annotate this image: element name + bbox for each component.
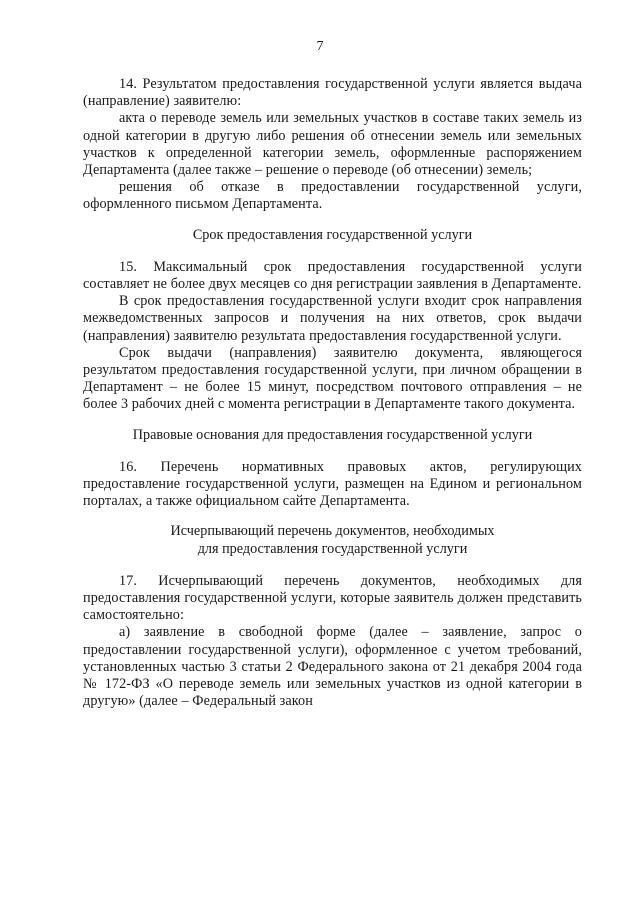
paragraph-15-issue-term: Срок выдачи (направления) заявителю документа, являющегося результатом предоставления государственной услуги, при личном обращении в Департамент – не более 15 минут, посредством почтового отправления – не более 3 рабочих дней с момента регистрации в Департаменте такого документа. xyxy=(83,344,582,413)
page-content xyxy=(83,76,582,711)
heading-required-documents xyxy=(83,523,582,557)
paragraph-16-legal-acts: 16. Перечень нормативных правовых актов, регулирующих предоставление государственной услуги, размещен на Едином и региональном порталах, а также официальном сайте Департамента. xyxy=(83,458,582,510)
heading-legal-basis: Правовые основания для предоставления государственной услуги xyxy=(132,426,533,443)
paragraph-15-includes: В срок предоставления государственной услуги входит срок направления межведомственных запросов и получения на них ответов, срок выдачи (направления) заявителю результата предоставления государственной услуги. xyxy=(83,293,582,344)
paragraph-14-refusal: решения об отказе в предоставлении государственной услуги, оформленного письмом Департамента. xyxy=(83,179,582,213)
heading-required-documents-line1: Исчерпывающий перечень документов, необходимых xyxy=(170,523,495,540)
heading-required-documents-line2: для предоставления государственной услуги xyxy=(197,540,468,557)
paragraph-15-max-term: 15. Максимальный срок предоставления государственной услуги составляет не более двух месяцев со дня регистрации заявления в Департаменте. xyxy=(83,258,582,293)
page-number: 7 xyxy=(316,39,324,54)
paragraph-17-list: 17. Исчерпывающий перечень документов, необходимых для предоставления государственной услуги, которые заявитель должен представить самостоятельно: xyxy=(83,572,582,624)
paragraph-14-intro: 14. Результатом предоставления государственной услуги является выдача (направление) заявителю: xyxy=(83,76,582,110)
paragraph-17-application: а) заявление в свободной форме (далее – заявление, запрос о предоставлении государственной услуги), оформленное с учетом требований, установленных частью 3 статьи 2 Федерального закона от 21 декабря 2004 года № 172-ФЗ «О переводе земель или земельных участков из одной категории в другую» (далее – Федеральный закон xyxy=(83,624,582,710)
heading-service-term: Срок предоставления государственной услуги xyxy=(192,226,473,243)
paragraph-14-act: акта о переводе земель или земельных участков в составе таких земель из одной категории в другую либо решения об отнесении земель или земельных участков к определенной категории земель, оформленные распоряжением Департамента (далее также – решение о переводе (об отнесении) земель; xyxy=(83,110,582,179)
